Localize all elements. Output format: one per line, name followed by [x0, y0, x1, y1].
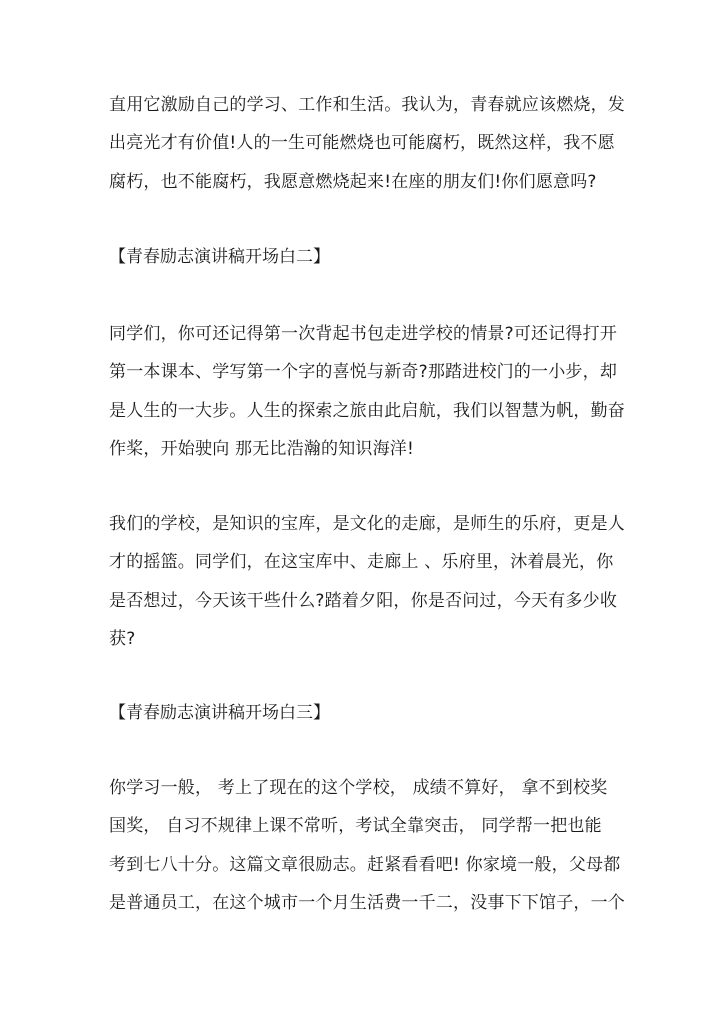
paragraph-4	[109, 769, 625, 922]
paragraph-3	[109, 505, 625, 658]
paragraph-4-line: 你学习一般， 考上了现在的这个学校， 成绩不算好， 拿不到校奖	[109, 778, 608, 798]
paragraph-4-line: 是普通员工，在这个城市一个月生活费一千二，没事下下馆子，一个	[109, 892, 625, 913]
paragraph-1-line: 直用它激励自己的学习、工作和生活。我认为，青春就应该燃烧，发	[109, 95, 625, 115]
paragraph-3-line: 获?	[109, 628, 136, 649]
paragraph-1	[109, 86, 625, 201]
paragraph-1-line: 出亮光才有价值!人的一生可能燃烧也可能腐朽，既然这样，我不愿	[109, 133, 615, 154]
paragraph-2-line: 第一本课本、学写第一个字的喜悦与新奇?那踏进校门的一小步，却	[109, 362, 618, 383]
paragraph-2-line: 同学们，你可还记得第一次背起书包走进学校的情景?可还记得打开	[109, 324, 618, 344]
paragraph-4-line: 国奖， 自习不规律上课不常听，考试全靠突击， 同学帮一把也能	[109, 816, 602, 837]
paragraph-3-line: 才的摇篮。同学们，在这宝库中、走廊上 、乐府里，沐着晨光，你	[109, 552, 614, 573]
section-heading-3: 【青春励志演讲稿开场白三】	[109, 703, 330, 723]
paragraph-2-line: 作桨，开始驶向 那无比浩瀚的知识海洋!	[109, 438, 415, 459]
paragraph-2-line: 是人生的一大步。人生的探索之旅由此启航，我们以智慧为帆，勤奋	[109, 400, 625, 421]
paragraph-3-line: 是否想过，今天该干些什么?踏着夕阳，你是否问过，今天有多少收	[109, 590, 618, 611]
paragraph-3-line: 我们的学校，是知识的宝库，是文化的走廊，是师生的乐府，更是人	[109, 514, 625, 534]
section-heading-2: 【青春励志演讲稿开场白二】	[109, 247, 330, 267]
paragraph-2	[109, 315, 625, 468]
paragraph-4-line: 考到七八十分。这篇文章很励志。赶紧看看吧! 你家境一般，父母都	[109, 854, 621, 875]
paragraph-1-line: 腐朽，也不能腐朽，我愿意燃烧起来!在座的朋友们!你们愿意吗?	[109, 171, 597, 192]
